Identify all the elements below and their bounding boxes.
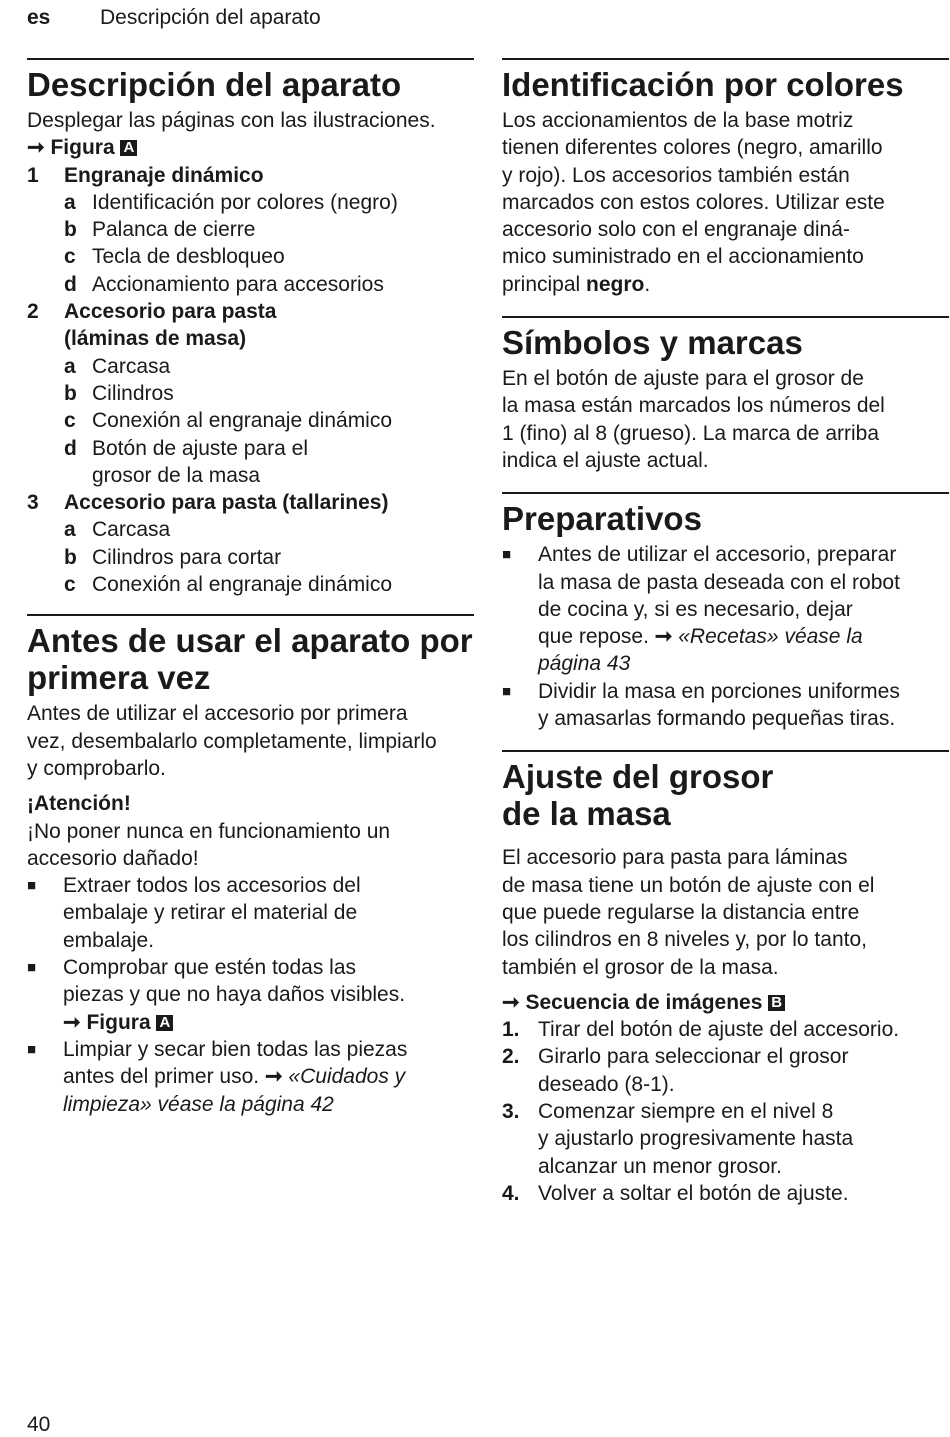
section-heading-symbols: Símbolos y marcas [502,324,803,362]
adjust-text: El accesorio para pasta para láminas de masa tiene un botón de ajuste con el que puede regularse la distancia entre los cilindros en 8 niveles y, por lo tanto, también el grosor de la masa. [502,846,875,979]
list-item: ■ Antes de utilizar el accesorio, preparar la masa de pasta deseada con el robot de cocina y, si es necesario, dejar que repose. ➞ «Recetas» véase la página 43 [502,541,949,677]
section-rule [502,316,949,318]
section-rule [502,58,949,60]
sub-item: a Carcasa [64,518,171,542]
header-title: Descripción del aparato [100,6,321,29]
list-item: ■ Dividir la masa en porciones uniformes y amasarlas formando pequeñas tiras. [502,678,949,733]
section-heading-description: Descripción del aparato [27,66,402,103]
warning-text: ¡No poner nunca en funcionamiento un accesorio dañado! [27,819,391,870]
section-heading-preparation: Preparativos [502,500,702,538]
section-rule [27,614,474,616]
list-item: ■ Extraer todos los accesorios del embalaje y retirar el material de embalaje. [27,872,474,954]
step-item: 4. Volver a soltar el botón de ajuste. [502,1181,849,1205]
square-bullet-icon: ■ [27,877,37,895]
right-arrow-icon: ➞ [502,990,520,1014]
left-column [27,58,474,1118]
page-header [27,6,321,30]
step-item: 1. Tirar del botón de ajuste del accesorio. [502,1018,900,1042]
cross-reference: limpieza» véase la página 42 [63,1092,334,1116]
sub-item: c Conexión al engranaje dinámico [64,573,393,597]
list-item: ■ Comprobar que estén todas las piezas y que no haya daños visibles. ➞ Figura A [27,954,474,1036]
sub-item: b Cilindros [64,381,174,405]
section-heading-colors: Identificación por colores [502,66,904,103]
part-item: 2 Accesorio para pasta [27,300,277,324]
sub-item: b Cilindros para cortar [64,545,282,569]
symbols-text: En el botón de ajuste para el grosor de la masa están marcados los números del 1 (fino) al 8 (grueso). La marca de arriba indica el ajuste actual. [502,367,885,472]
list-item: ■ Limpiar y secar bien todas las piezas antes del primer uso. ➞ «Cuidados y limpieza» véase la página 42 [27,1036,474,1118]
section-rule [502,750,949,752]
language-code: es [27,6,51,29]
attention-label: ¡Atención! [27,792,131,816]
before-use-text: Antes de utilizar el accesorio por primera vez, desembalarlo completamente, limpiarlo y comprobarlo. [27,702,437,780]
figure-letter-badge: A [120,140,137,156]
right-column [502,58,949,1207]
section-heading-before-use: Antes de usar el aparato por primera vez [27,622,473,697]
sub-item: a Identificación por colores (negro) [64,190,398,214]
step-item: 2. Girarlo para seleccionar el grosor deseado (8-1). [502,1045,849,1096]
right-arrow-icon: ➞ [264,1065,283,1089]
part-item: 1 Engranaje dinámico [27,163,264,187]
square-bullet-icon: ■ [502,546,512,564]
sequence-reference: ➞ Secuencia de imágenes B [502,989,949,1016]
colors-text: Los accionamientos de la base motriz tienen diferentes colores (negro, amarillo y rojo). Los accesorios también están marcados con estos colores. Utilizar este accesorio solo con el engranaje diná- mico suministrado en el accionamiento principal negro. [502,109,885,296]
figure-reference: ➞ Figura A [27,134,474,161]
sub-item: d Accionamiento para accesorios [64,272,384,296]
sub-item: b Palanca de cierre [64,218,256,242]
cross-reference: «Cuidados y [288,1065,406,1089]
page-number: 40 [27,1413,51,1436]
sub-item: a Carcasa [64,354,171,378]
right-arrow-icon: ➞ [63,1010,81,1034]
part-item: 3 Accesorio para pasta (tallarines) [27,491,389,515]
figure-letter-badge: B [768,995,785,1011]
sub-item: d Botón de ajuste para el [64,436,308,460]
right-arrow-icon: ➞ [27,136,45,160]
section-rule [27,58,474,60]
square-bullet-icon: ■ [502,682,512,700]
square-bullet-icon: ■ [27,959,37,977]
section-heading-adjust: Ajuste del grosor de la masa [502,758,774,833]
cross-reference: «Recetas» véase la [678,625,863,649]
cross-reference: página 43 [538,652,631,676]
right-arrow-icon: ➞ [654,625,673,649]
sub-item-cont: grosor de la masa [92,463,261,487]
step-item: 3. Comenzar siempre en el nivel 8 y ajustarlo progresivamente hasta alcanzar un menor grosor. [502,1100,854,1178]
intro-text: Desplegar las páginas con las ilustraciones. [27,109,436,132]
sub-item: c Tecla de desbloqueo [64,245,285,269]
square-bullet-icon: ■ [27,1040,37,1058]
part-item-cont: (láminas de masa) [64,327,247,351]
figure-letter-badge: A [156,1015,173,1031]
sub-item: c Conexión al engranaje dinámico [64,409,393,433]
section-rule [502,492,949,494]
